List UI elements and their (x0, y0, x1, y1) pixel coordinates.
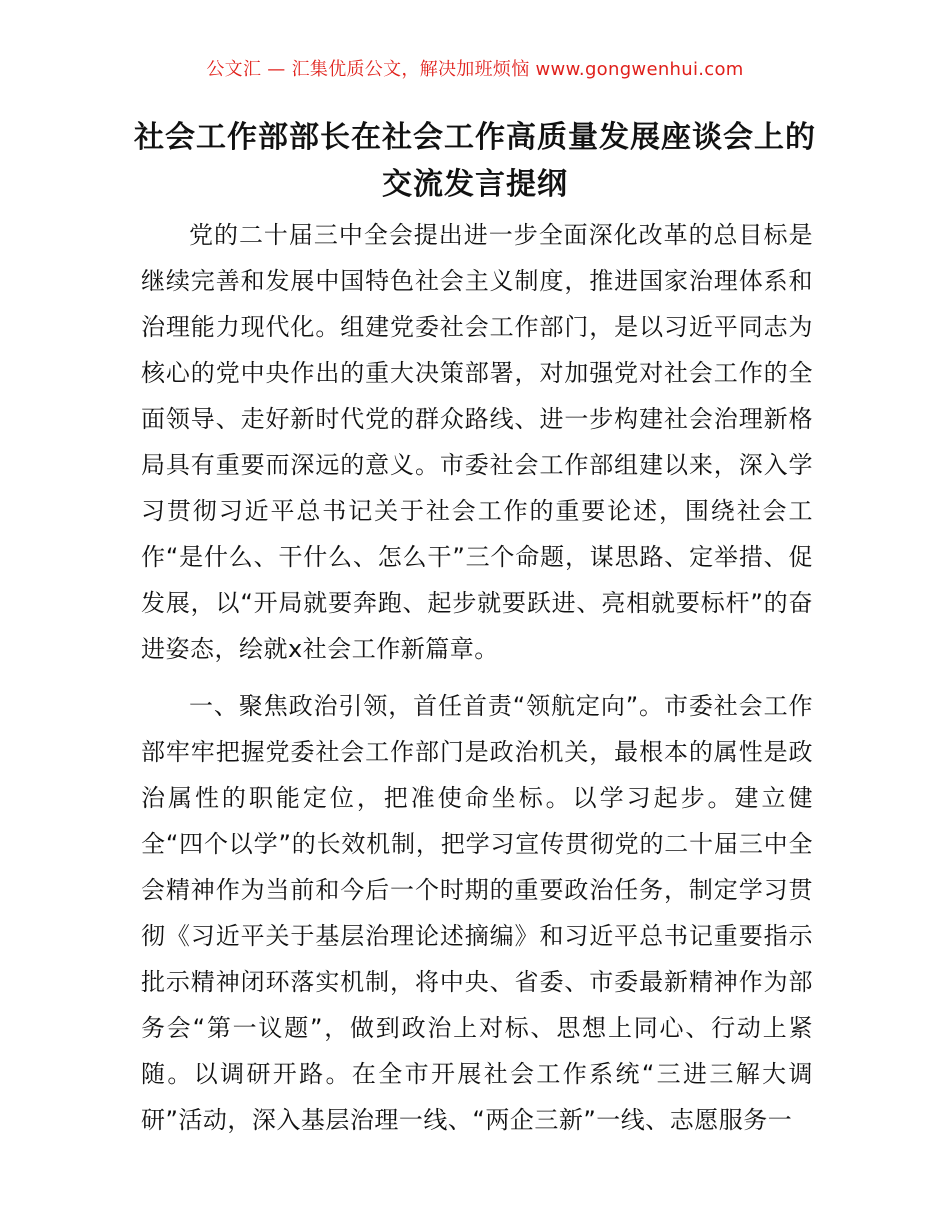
paragraph-intro: 党的二十届三中全会提出进一步全面深化改革的总目标是继续完善和发展中国特色社会主义制度，推进国家治理体系和治理能力现代化。组建党委社会工作部门，是以习近平同志为核心的党中央作出的重大决策部署，对加强党对社会工作的全面领导、走好新时代党的群众路线、进一步构建社会治理新格局具有重要而深远的意义。市委社会工作部组建以来，深入学习贯彻习近平总书记关于社会工作的重要论述，围绕社会工作“是什么、干什么、怎么干”三个命题，谋思路、定举措、促发展，以“开局就要奔跑、起步就要跃进、亮相就要标杆”的奋进姿态，绘就x社会工作新篇章。 (141, 221, 813, 663)
document-title: 社会工作部部长在社会工作高质量发展座谈会上的交流发言提纲 (134, 120, 816, 202)
document-body (141, 212, 813, 1143)
header-banner: 公文汇 — 汇集优质公文，解决加班烦恼 www.gongwenhui.com (206, 59, 744, 80)
paragraph-section-1: 一、聚焦政治引领，首任首责“领航定向”。市委社会工作部牢牢把握党委社会工作部门是政治机关，最根本的属性是政治属性的职能定位，把准使命坐标。以学习起步。建立健全“四个以学”的长效机制，把学习宣传贯彻党的二十届三中全会精神作为当前和今后一个时期的重要政治任务，制定学习贯彻《习近平关于基层治理论述摘编》和习近平总书记重要指示批示精神闭环落实机制，将中央、省委、市委最新精神作为部务会“第一议题”，做到政治上对标、思想上同心、行动上紧随。以调研开路。在全市开展社会工作系统“三进三解大调研”活动，深入基层治理一线、“两企三新”一线、志愿服务一 (141, 692, 813, 1134)
